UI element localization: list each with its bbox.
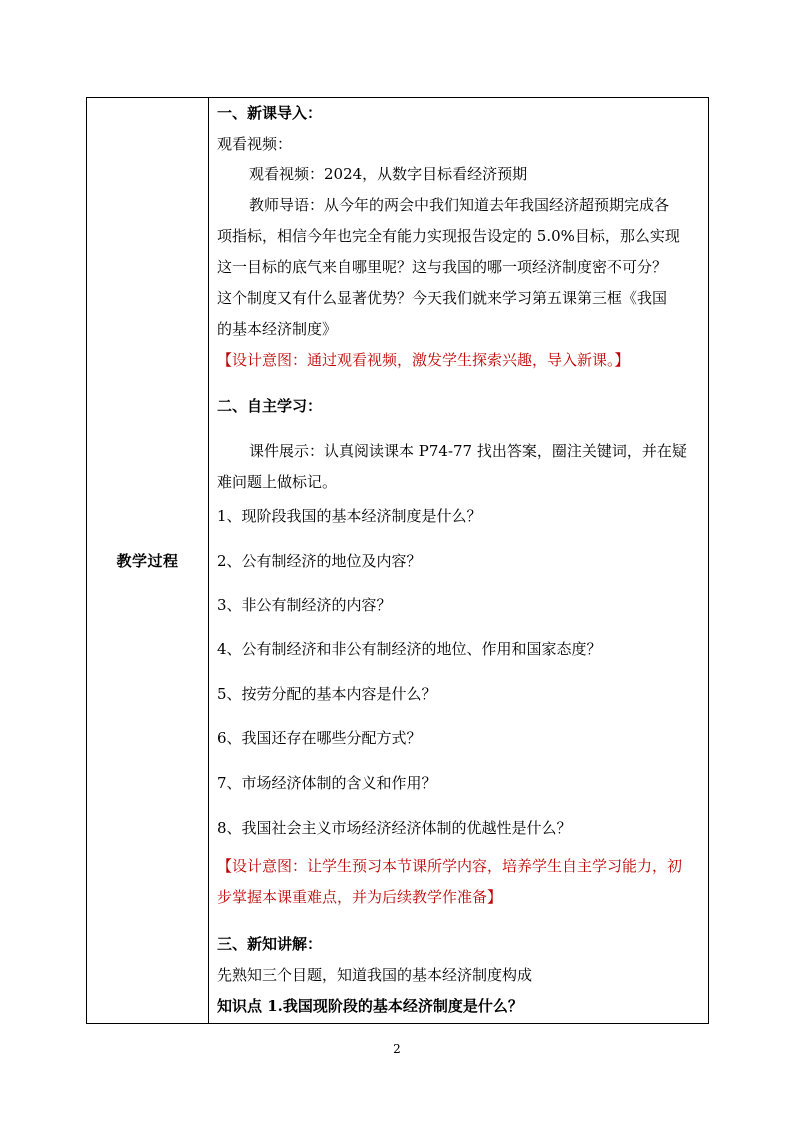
row-label: 教学过程 <box>116 552 179 570</box>
question-item: 7、市场经济体制的含义和作用？ <box>217 774 437 792</box>
knowledge-point-heading: 知识点 1.我国现阶段的基本经济制度是什么？ <box>217 997 523 1015</box>
text-line: 观看视频：2024，从数字目标看经济预期 <box>249 165 528 183</box>
section-heading-intro: 一、新课导入： <box>217 104 323 122</box>
question-item: 1、现阶段我国的基本经济制度是什么？ <box>217 507 482 525</box>
design-intent-note: 【设计意图：让学生预习本节课所学内容，培养学生自主学习能力，初 <box>217 857 683 875</box>
design-intent-note: 【设计意图：通过观看视频，激发学生探索兴趣，导入新课。】 <box>217 351 630 369</box>
design-intent-note: 步掌握本课重难点，并为后续教学作准备】 <box>217 888 503 906</box>
question-item: 3、非公有制经济的内容？ <box>217 596 392 614</box>
text-line: 的基本经济制度》 <box>217 320 338 338</box>
text-line: 教师导语：从今年的两会中我们知道去年我国经济超预期完成各 <box>249 196 670 214</box>
text-line: 观看视频： <box>217 135 293 153</box>
lesson-table <box>86 97 709 1024</box>
text-line: 项指标，相信今年也完全有能力实现报告设定的 5.0%目标，那么实现 <box>217 227 680 245</box>
text-line: 难问题上做标记。 <box>217 473 338 491</box>
page-number: 2 <box>393 1042 401 1056</box>
content-cell <box>209 98 708 1023</box>
text-line: 先熟知三个目题，知道我国的基本经济制度构成 <box>217 966 533 984</box>
section-heading-self-study: 二、自主学习： <box>217 397 323 415</box>
question-item: 2、公有制经济的地位及内容？ <box>217 552 422 570</box>
section-heading-new-knowledge: 三、新知讲解： <box>217 935 323 953</box>
question-item: 6、我国还存在哪些分配方式？ <box>217 729 422 747</box>
question-item: 4、公有制经济和非公有制经济的地位、作用和国家态度？ <box>217 640 602 658</box>
row-label-cell <box>87 98 209 1023</box>
question-item: 5、按劳分配的基本内容是什么？ <box>217 685 437 703</box>
question-item: 8、我国社会主义市场经济经济体制的优越性是什么？ <box>217 819 572 837</box>
text-line: 课件展示：认真阅读课本 P74-77 找出答案，圈注关键词，并在疑 <box>249 442 687 460</box>
text-line: 这个制度又有什么显著优势？今天我们就来学习第五课第三框《我国 <box>217 289 668 307</box>
text-line: 这一目标的底气来自哪里呢？这与我国的哪一项经济制度密不可分？ <box>217 258 668 276</box>
